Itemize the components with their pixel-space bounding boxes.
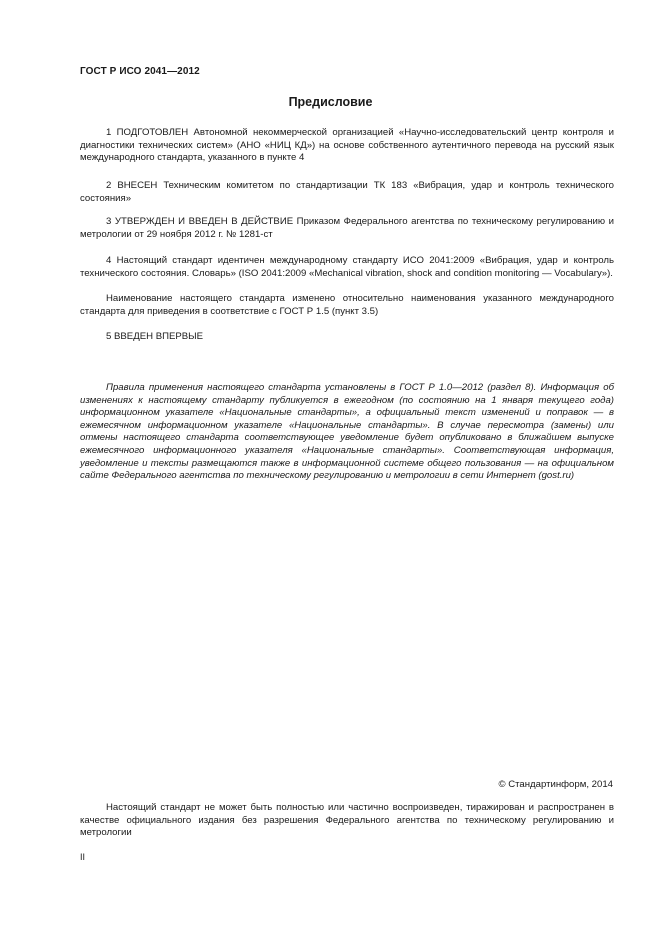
copyright-line: © Стандартинформ, 2014 <box>498 779 613 790</box>
application-rules-notice: Правила применения настоящего стандарта установлены в ГОСТ Р 1.0—2012 (раздел 8). Информация об изменениях к настоящему стандарту публикуется в ежегодном (по состоянию на 1 января текущего года) информационном указателе «Национальные стандарты», а официальный текст изменений и поправок — в ежемесячном информационном указателе «Национальные стандарты». В случае пересмотра (замены) или отмены настоящего стандарта соответствующее уведомление будет опубликовано в ближайшем выпуске ежемесячного информационного указателя «Национальные стандарты». Соответствующая информация, уведомление и тексты размещаются также в информационной системе общего пользования — на официальном сайте Федерального агентства по техническому регулированию и метрологии в сети Интернет (gost.ru) <box>80 382 614 482</box>
section-4-name-change: Наименование настоящего стандарта изменено относительно наименования указанного международного стандарта для приведения в соответствие с ГОСТ Р 1.5 (пункт 3.5) <box>80 293 614 317</box>
reproduction-notice: Настоящий стандарт не может быть полностью или частично воспроизведен, тиражирован и распространен в качестве официального издания без разрешения Федерального агентства по техническому регулированию и метрологии <box>80 802 614 839</box>
section-3-approved: 3 УТВЕРЖДЕН И ВВЕДЕН В ДЕЙСТВИЕ Приказом Федерального агентства по техническому регулированию и метрологии от 29 ноября 2012 г. № 1281-ст <box>80 216 614 240</box>
section-1-prepared: 1 ПОДГОТОВЛЕН Автономной некоммерческой организацией «Научно-исследовательский центр контроля и диагностики технических систем» (АНО «НИЦ КД») на основе собственного аутентичного перевода на русский язык международного стандарта, указанного в пункте 4 <box>80 127 614 164</box>
section-5-first-introduced: 5 ВВЕДЕН ВПЕРВЫЕ <box>106 331 204 342</box>
standard-code-header: ГОСТ Р ИСО 2041—2012 <box>80 66 200 77</box>
section-2-introduced: 2 ВНЕСЕН Техническим комитетом по стандартизации ТК 183 «Вибрация, удар и контроль технического состояния» <box>80 180 614 204</box>
page-number: II <box>80 852 86 862</box>
section-4-identical: 4 Настоящий стандарт идентичен международному стандарту ИСО 2041:2009 «Вибрация, удар и контроль технического состояния. Словарь» (ISO 2041:2009 «Mechanical vibration, shock and condition monitoring — Vocabulary»). <box>80 255 614 279</box>
page-title: Предисловие <box>288 95 373 109</box>
